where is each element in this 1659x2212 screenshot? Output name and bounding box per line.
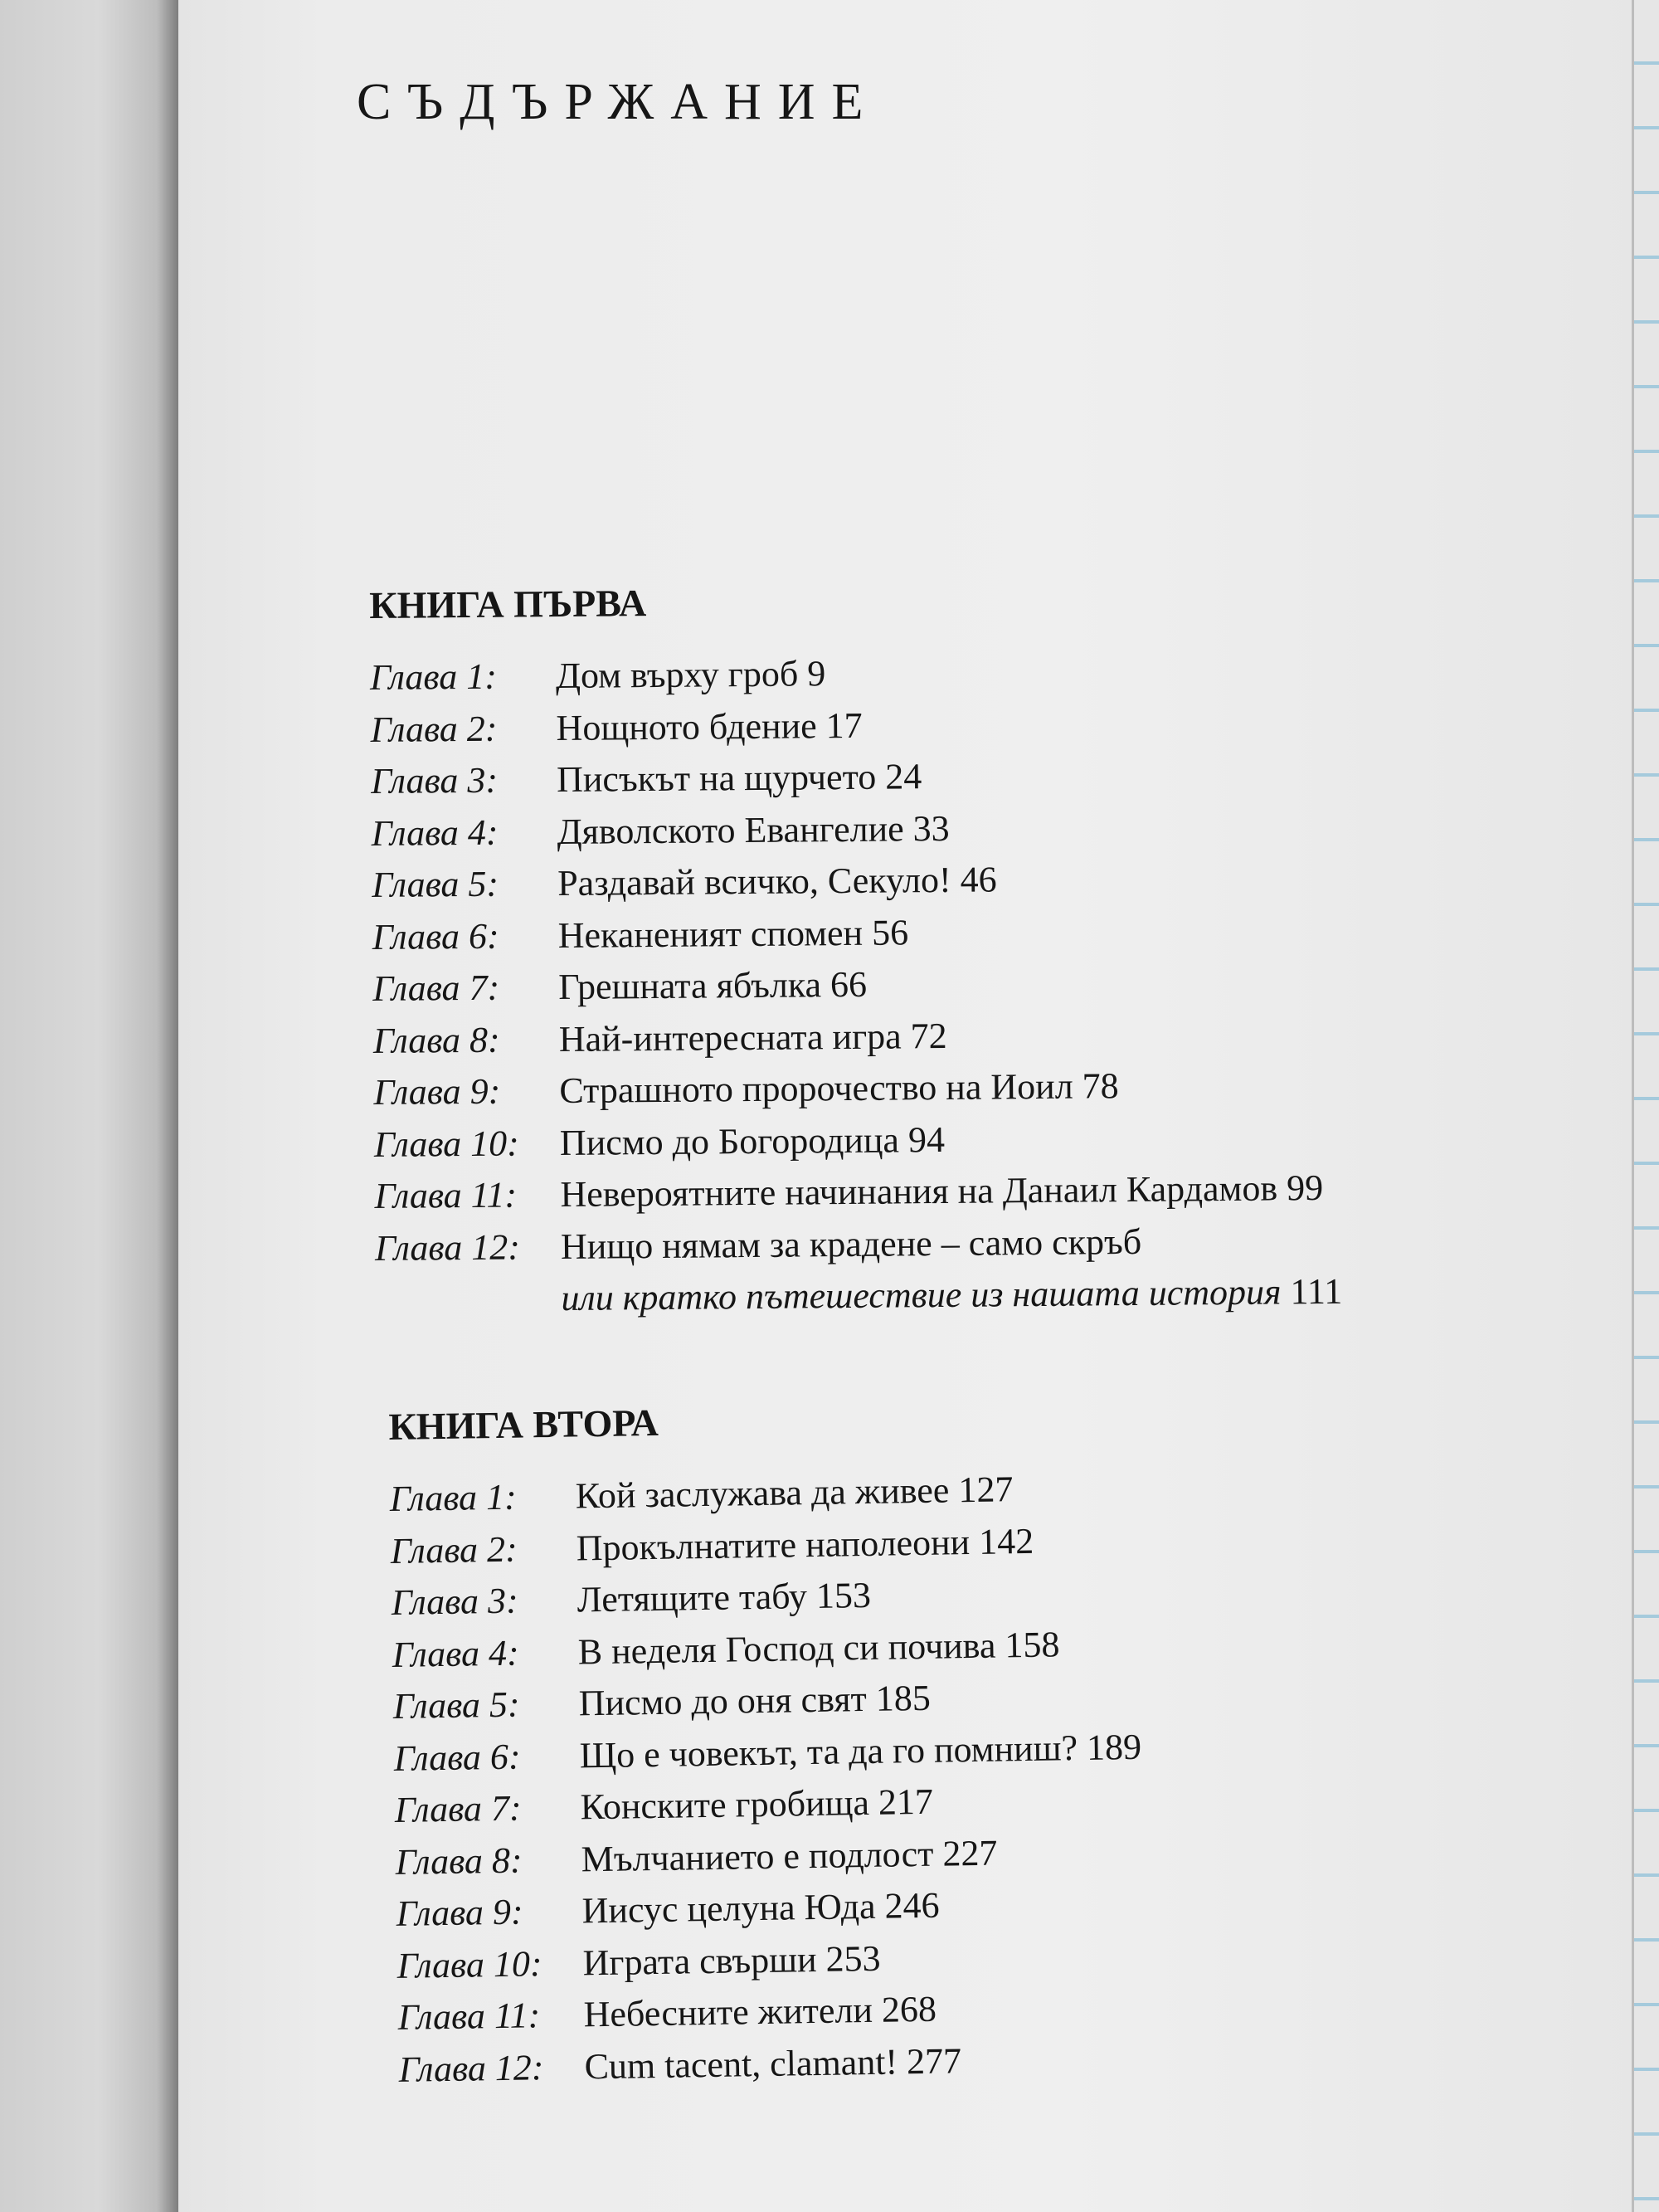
chapter-label: Глава 1: xyxy=(389,1476,518,1519)
chapter-label: Глава 9: xyxy=(373,1070,501,1113)
book-two-section xyxy=(388,1381,1659,2096)
chapter-label: Глава 12: xyxy=(398,2046,544,2090)
chapter-label: Глава 3: xyxy=(391,1580,519,1623)
chapter-label: Глава 1: xyxy=(369,655,498,698)
chapter-entry-continuation xyxy=(375,1263,1659,1326)
book-heading: КНИГА ПЪРВА xyxy=(369,582,647,626)
chapter-label: Глава 7: xyxy=(394,1787,522,1830)
chapter-title: Дяволското Евангелие 33 xyxy=(557,807,950,852)
chapter-list xyxy=(389,1453,1659,2096)
chapter-subtitle-line xyxy=(561,1263,1659,1325)
chapter-title: Иисус целуна Юда 246 xyxy=(581,1884,940,1932)
table-of-contents xyxy=(178,0,1506,2212)
book-heading: КНИГА ВТОРА xyxy=(388,1401,659,1448)
chapter-title: Cum tacent, clamant! 277 xyxy=(584,2039,962,2087)
chapter-label: Глава 2: xyxy=(370,708,498,750)
chapter-title: Неканеният спомен 56 xyxy=(557,911,909,956)
chapter-label: Глава 7: xyxy=(372,967,500,1009)
chapter-title: Мълчанието е подлост 227 xyxy=(581,1832,998,1879)
chapter-label: Глава 6: xyxy=(393,1736,521,1779)
chapter-title: Писмо до Богородица 94 xyxy=(559,1118,946,1163)
page-title: СЪДЪРЖАНИЕ xyxy=(357,74,880,130)
chapter-label: Глава 11: xyxy=(374,1174,518,1216)
chapter-title: Небесните жители 268 xyxy=(583,1988,937,2035)
chapter-title: Кой заслужава да живее 127 xyxy=(575,1469,1014,1517)
chapter-title: Дом върху гроб 9 xyxy=(555,653,826,697)
chapter-label: Глава 3: xyxy=(370,759,499,801)
page-number: 111 xyxy=(1290,1270,1343,1313)
chapter-subtitle: или кратко пътешествие из нашата история xyxy=(561,1271,1282,1319)
chapter-title: Прокълнатите наполеони 142 xyxy=(576,1520,1034,1568)
chapter-label: Глава 8: xyxy=(372,1019,500,1061)
adjacent-page-edge xyxy=(0,0,178,2212)
chapter-label: Глава 4: xyxy=(392,1632,520,1675)
chapter-label: Глава 8: xyxy=(395,1839,523,1883)
adjacent-page-text-shadow xyxy=(0,0,7,241)
chapter-title: Писмо до оня свят 185 xyxy=(578,1677,932,1724)
chapter-list xyxy=(370,641,1659,1326)
book-page xyxy=(178,0,1659,2212)
chapter-title: Невероятните начинания на Данаил Кардамов 99 xyxy=(560,1167,1324,1216)
chapter-label: Глава 2: xyxy=(390,1528,518,1571)
chapter-title: Играта свърши 253 xyxy=(582,1937,881,1983)
chapter-title: Грешната ябълка 66 xyxy=(558,963,868,1008)
chapter-label: Глава 10: xyxy=(373,1122,520,1165)
chapter-title: Летящите табу 153 xyxy=(577,1574,872,1620)
chapter-title: Конските гробища 217 xyxy=(580,1781,934,1828)
chapter-title: В неделя Господ си почива 158 xyxy=(577,1623,1060,1672)
chapter-label: Глава 11: xyxy=(397,1995,541,2038)
chapter-title: Раздавай всичко, Секуло! 46 xyxy=(557,859,997,904)
chapter-title: Нощното бдение 17 xyxy=(556,704,863,748)
chapter-label: Глава 10: xyxy=(397,1942,542,1986)
chapter-label: Глава 4: xyxy=(371,811,499,854)
chapter-title: Най-интересната игра 72 xyxy=(558,1015,947,1060)
chapter-title: Що е човекът, та да го помниш? 189 xyxy=(579,1726,1142,1776)
chapter-label: Глава 5: xyxy=(371,863,499,905)
chapter-title: Страшното пророчество на Иоил 78 xyxy=(559,1065,1119,1112)
book-one-section xyxy=(369,569,1659,1326)
chapter-title: Нищо нямам за крадене – само скръб xyxy=(560,1220,1142,1267)
chapter-label: Глава 12: xyxy=(374,1225,521,1269)
chapter-label: Глава 6: xyxy=(372,915,499,957)
chapter-label: Глава 5: xyxy=(392,1683,520,1727)
chapter-title: Писъкът на щурчето 24 xyxy=(556,756,922,801)
chapter-label: Глава 9: xyxy=(396,1891,523,1934)
